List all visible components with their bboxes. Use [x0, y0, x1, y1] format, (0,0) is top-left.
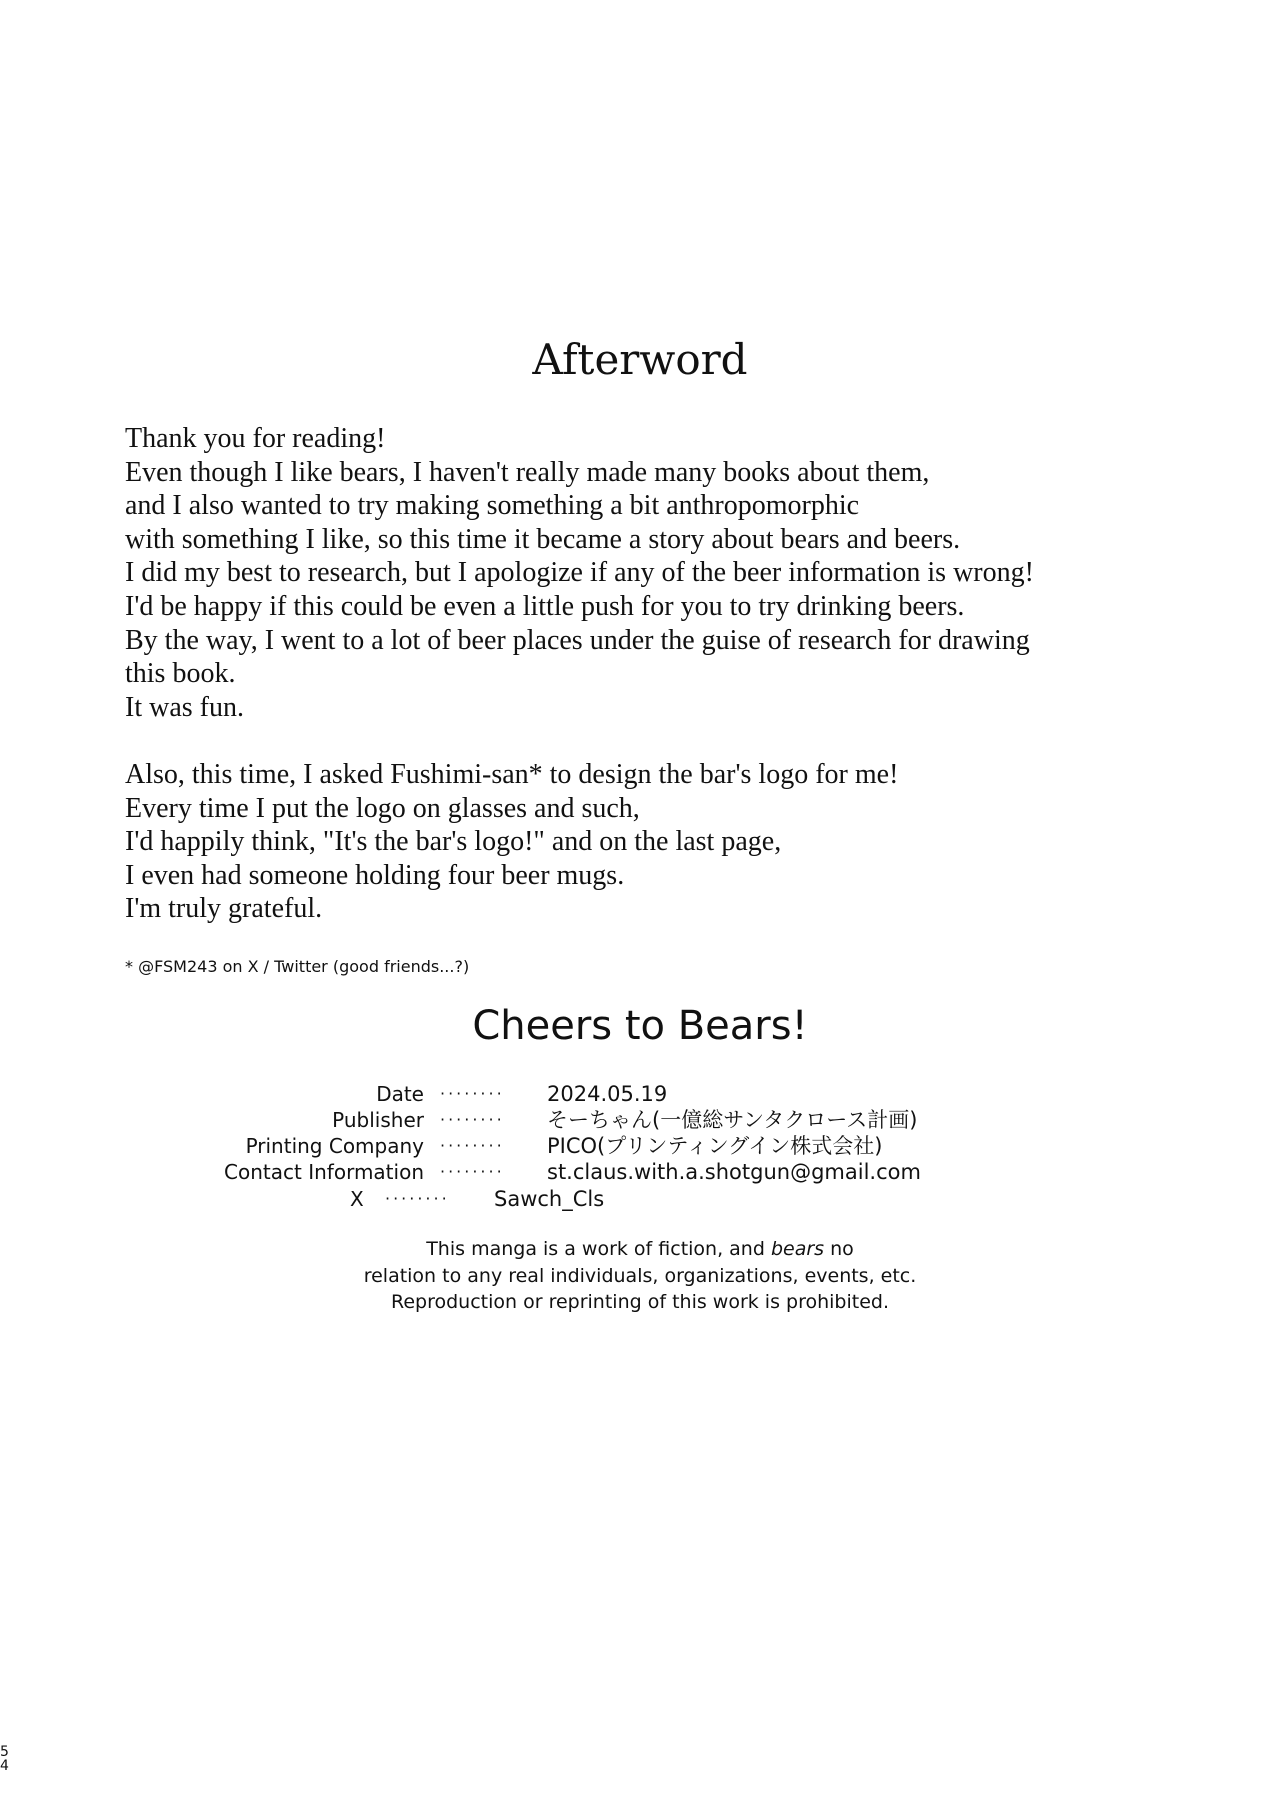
- afterword-line: I even had someone holding four beer mugs.: [125, 859, 625, 891]
- afterword-line: Thank you for reading!: [125, 423, 386, 454]
- colophon-value: そーちゃん(一億総サンタクロース計画): [547, 1108, 918, 1132]
- afterword-line: Also, this time, I asked Fushimi-san* to design the bar's logo for me!: [125, 758, 899, 790]
- afterword-line: and I also wanted to try making something a bit anthropomorphic: [125, 490, 860, 522]
- disclaimer-line: [0, 1236, 1280, 1263]
- page-number-digit: 5: [0, 1744, 9, 1760]
- footnote: * @FSM243 on X / Twitter (good friends...?): [125, 957, 470, 976]
- colophon-row-publisher: [0, 1107, 1280, 1133]
- colophon-row-date: [0, 1081, 1280, 1107]
- afterword-body: [125, 422, 1245, 926]
- colophon-row-x: [0, 1186, 1280, 1212]
- leader-dots: ········: [440, 1110, 505, 1129]
- colophon-label: X: [350, 1187, 364, 1211]
- colophon-value: Sawch_Cls: [494, 1187, 605, 1211]
- colophon-label: Contact Information: [224, 1160, 424, 1184]
- afterword-line: Even though I like bears, I haven't really made many books about them,: [125, 456, 930, 488]
- afterword-line: this book.: [125, 658, 236, 690]
- disclaimer: [0, 1236, 1280, 1316]
- afterword-line: Every time I put the logo on glasses and such,: [125, 792, 640, 824]
- disclaimer-italic-word: bears: [770, 1238, 825, 1260]
- disclaimer-text: no: [824, 1238, 854, 1260]
- colophon-row-contact: [0, 1159, 1280, 1185]
- afterword-line: I'm truly grateful.: [125, 893, 323, 925]
- page-number-digit: 4: [0, 1758, 9, 1774]
- disclaimer-line: relation to any real individuals, organizations, events, etc.: [363, 1264, 917, 1287]
- disclaimer-line: Reproduction or reprinting of this work is prohibited.: [391, 1291, 889, 1313]
- afterword-line: I'd happily think, "It's the bar's logo!" and on the last page,: [125, 826, 782, 858]
- page-number: [0, 1745, 14, 1773]
- paragraph-gap: [125, 724, 1245, 758]
- disclaimer-text: This manga is a work of fiction, and: [426, 1238, 771, 1260]
- colophon-label: Publisher: [332, 1108, 424, 1132]
- afterword-line: I did my best to research, but I apologize if any of the beer information is wrong!: [125, 557, 1034, 589]
- afterword-line: I'd be happy if this could be even a little push for you to try drinking beers.: [125, 590, 965, 622]
- colophon-value: 2024.05.19: [547, 1082, 668, 1106]
- afterword-title: Afterword: [532, 335, 748, 384]
- colophon-value: PICO(プリンティングイン株式会社): [547, 1134, 883, 1158]
- colophon-value: st.claus.with.a.shotgun@gmail.com: [547, 1160, 921, 1184]
- leader-dots: ········: [440, 1162, 505, 1181]
- afterword-line: It was fun.: [125, 691, 244, 723]
- afterword-line: with something I like, so this time it became a story about bears and beers.: [125, 523, 961, 555]
- colophon-label: Printing Company: [245, 1134, 424, 1158]
- leader-dots: ········: [440, 1084, 505, 1103]
- leader-dots: ········: [440, 1136, 505, 1155]
- colophon-title: Cheers to Bears!: [472, 1003, 808, 1049]
- leader-dots: ········: [385, 1189, 450, 1208]
- colophon-row-printing-company: [0, 1133, 1280, 1159]
- afterword-line: By the way, I went to a lot of beer places under the guise of research for drawing: [125, 624, 1030, 656]
- colophon-label: Date: [376, 1082, 424, 1106]
